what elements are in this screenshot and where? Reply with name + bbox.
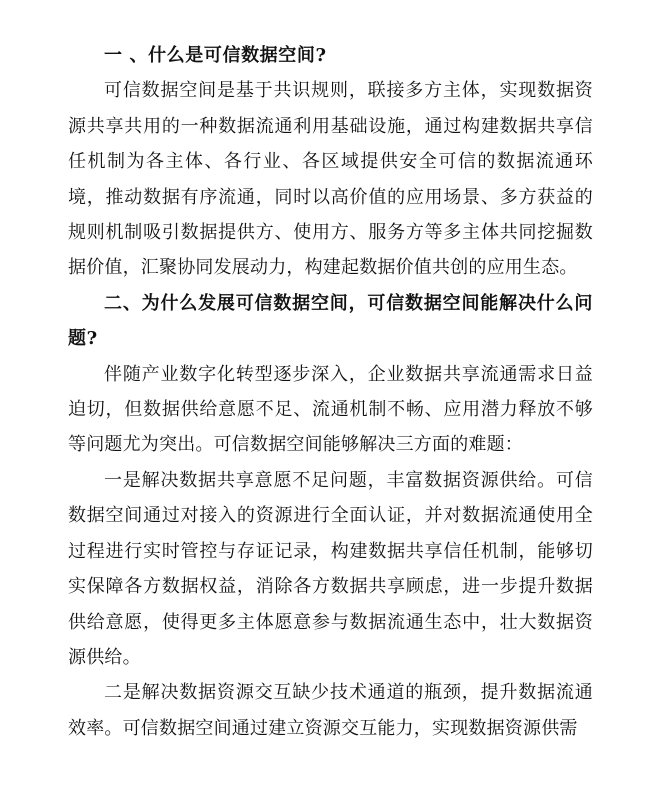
section-2-heading: 二、为什么发展可信数据空间，可信数据空间能解决什么问题? xyxy=(68,292,593,350)
section-2-paragraph-3: 二是解决数据资源交互缺少技术通道的瓶颈，提升数据流通效率。可信数据空间通过建立资源交互能力，实现数据资源供需 xyxy=(68,682,593,739)
section-2-paragraph-2: 一是解决数据共享意愿不足问题，丰富数据资源供给。可信数据空间通过对接入的资源进行全面认证，并对数据流通使用全过程进行实时管控与存证记录，构建数据共享信任机制，能够切实保障各方数据权益，消除各方数据共享顾虑，进一步提升数据供给意愿，使得更多主体愿意参与数据流通生态中，壮大数据资源供给。 xyxy=(68,469,593,668)
section-1-paragraph-1: 可信数据空间是基于共识规则，联接多方主体，实现数据资源共享共用的一种数据流通利用基础设施，通过构建数据共享信任机制为各主体、各行业、各区域提供安全可信的数据流通环境，推动数据有序流通，同时以高价值的应用场景、多方获益的规则机制吸引数据提供方、使用方、服务方等多主体共同挖掘数据价值，汇聚协同发展动力，构建起数据价值共创的应用生态。 xyxy=(68,80,593,279)
section-2-paragraph-1: 伴随产业数字化转型逐步深入，企业数据共享流通需求日益迫切，但数据供给意愿不足、流通机制不畅、应用潜力释放不够等问题尤为突出。可信数据空间能够解决三方面的难题： xyxy=(68,363,593,456)
section-1-heading: 一 、什么是可信数据空间? xyxy=(104,45,327,66)
